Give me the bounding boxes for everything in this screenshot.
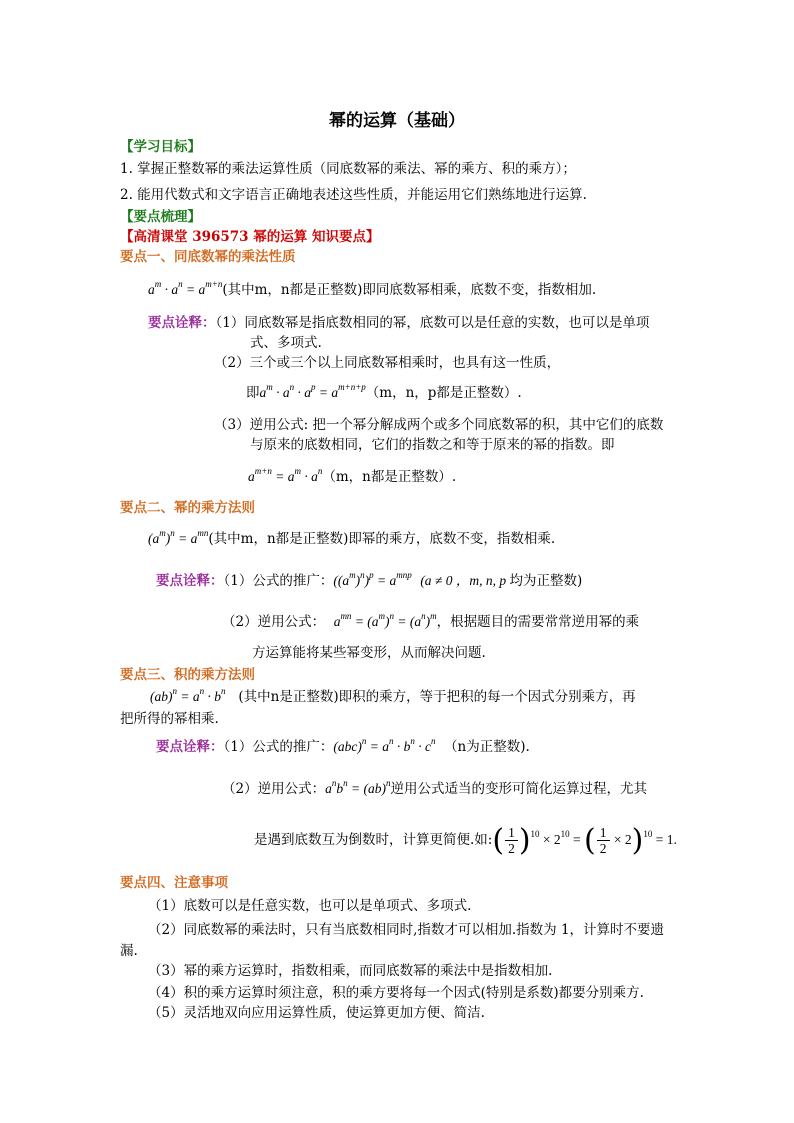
- point1-label: 要点诠释：: [148, 315, 216, 331]
- learning-goals-header: 【学习目标】: [120, 139, 201, 155]
- point2-note1: 要点诠释：（1）公式的推广：$((a^m)^n)^p = a^{mnp}$ (a ≠ 0 ，m, n, p 均为正整数): [156, 570, 583, 589]
- point3-note1: 要点诠释：（1）公式的推广：$(abc)^n = a^n \cdot b^n \cdot c^n$ （n为正整数).: [156, 736, 530, 755]
- point1-formula-text: (其中m，n都是正整数)即同底数幂相乘，底数不变，指数相加.: [222, 282, 597, 298]
- point3-note2b: 是遇到底数互为倒数时，计算更简便.如:( $\frac{1}{2}$ )$^{10} \times 2^{10}$ = ( $\frac{1}{2}$ × 2)$^{10}$ = 1.: [254, 822, 677, 858]
- point1-note3: （3）逆用公式: 把一个幂分解成两个或多个同底数幂的积，其中它们的底数: [214, 417, 664, 433]
- point4-item-2b: 漏.: [120, 943, 138, 959]
- point4-item-4: （4）积的乘方运算时须注意，积的乘方要将每一个因式(特别是系数)都要分别乘方.: [148, 985, 644, 1001]
- point4-item-3: （3）幂的乘方运算时，指数相乘，而同底数幂的乘法中是指数相加.: [148, 963, 553, 979]
- point3-line2: 把所得的幂相乘.: [120, 711, 219, 727]
- reciprocal-example: ( $\frac{1}{2}$ )$^{10} \times 2^{10}$ = ( $\frac{1}{2}$ × 2)$^{10}$ = 1.: [492, 822, 677, 858]
- point2-heading: 要点二、幂的乘方法则: [120, 500, 255, 516]
- point3-heading: 要点三、积的乘方法则: [120, 667, 255, 683]
- point1-note2: （2）三个或三个以上同底数幂相乘时，也具有这一性质，: [214, 355, 561, 371]
- learning-goal-1: 1. 掌握正整数幂的乘法运算性质（同底数幂的乘法、幂的乘方、积的乘方）；: [120, 161, 576, 177]
- point1-formula: $a^m \cdot a^n = a^{m+n}$(其中m，n都是正整数)即同底数幂相乘，底数不变，指数相加.: [148, 279, 597, 298]
- point4-item-2: （2）同底数幂的乘法时，只有当底数相同时,指数才可以相加.指数为 1，计算时不要遗: [148, 922, 665, 938]
- point1-note1b: 式、多项式.: [250, 335, 322, 351]
- key-points-header: 【要点梳理】: [120, 209, 201, 225]
- point2-note2: （2）逆用公式： $a^{mn} = (a^m)^n = (a^n)^m$，根据题目的需要常常逆用幂的乘: [222, 611, 640, 630]
- point1-note3b: 与原来的底数相同，它们的指数之和等于原来的幂的指数。即: [250, 437, 615, 453]
- page-title: 幂的运算（基础）: [329, 111, 465, 131]
- course-tag: 【高清课堂 396573 幂的运算 知识要点】: [120, 229, 380, 245]
- point4-item-1: （1）底数可以是任意实数，也可以是单项式、多项式.: [148, 898, 472, 914]
- point2-note2b: 方运算能将某些幂变形，从而解决问题.: [252, 645, 486, 661]
- point4-heading: 要点四、注意事项: [120, 875, 228, 891]
- point3-note2: （2）逆用公式：$a^nb^n = (ab)^n$逆用公式适当的变形可简化运算过程，尤其: [222, 778, 647, 797]
- point1-heading: 要点一、同底数幂的乘法性质: [120, 249, 296, 265]
- learning-goal-2: 2. 能用代数式和文字语言正确地表述这些性质，并能运用它们熟练地进行运算.: [120, 187, 587, 203]
- point1-note2-formula: 即$a^m \cdot a^n \cdot a^p = a^{m+n+p}(m$，n，p都是正整数）.: [246, 382, 522, 401]
- point1-note1: [148, 314, 649, 332]
- point3-formula: $(ab)^n = a^n \cdot b^n$ (其中n是正整数)即积的乘方，等于把积的每一个因式分别乘方，再: [150, 686, 636, 705]
- point1-note3-formula: $a^{m+n} = a^m \cdot a^n(m$，n都是正整数）.: [248, 466, 457, 485]
- point2-formula: $(a^m)^n = a^{mn}$(其中m，n都是正整数)即幂的乘方，底数不变，指数相乘.: [148, 528, 556, 547]
- point1-note1-text: （1）同底数幂是指底数相同的幂，底数可以是任意的实数，也可以是单项: [215, 315, 650, 331]
- point4-item-5: （5）灵活地双向应用运算性质，使运算更加方便、简洁.: [148, 1005, 485, 1021]
